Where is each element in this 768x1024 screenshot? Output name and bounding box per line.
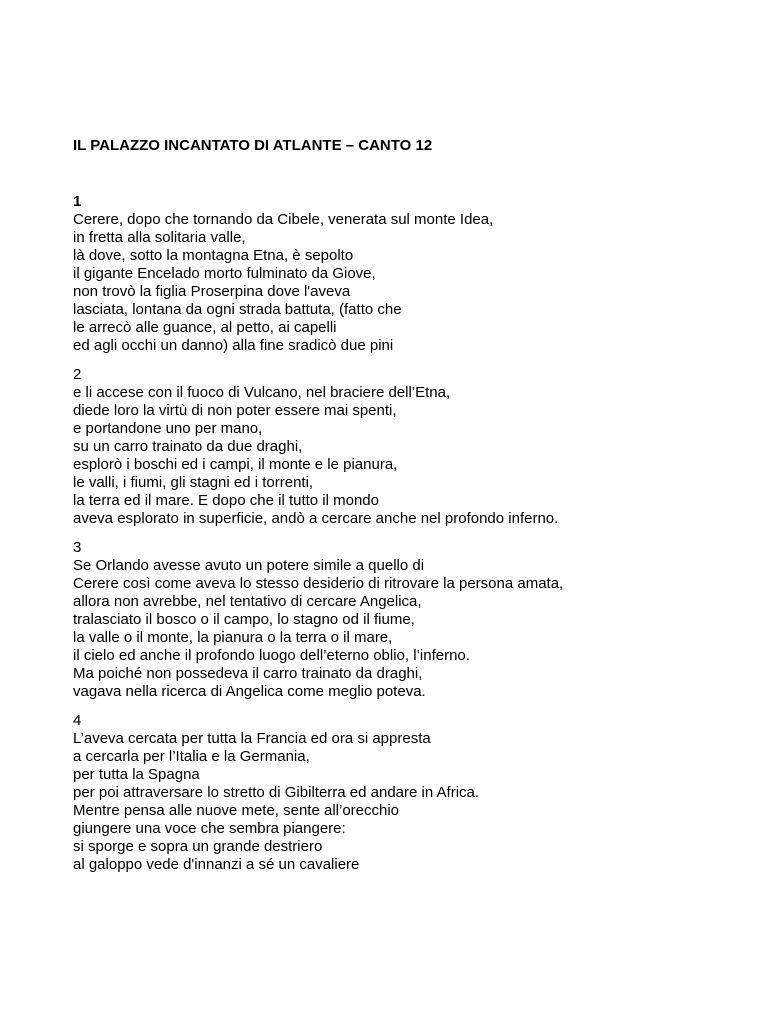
verse-line: aveva esplorato in superficie, andò a cercare anche nel profondo inferno. (73, 510, 559, 527)
verse-line: per poi attraversare lo stretto di Gibilterra ed andare in Africa. (73, 784, 480, 801)
verse-line: a cercarla per l’Italia e la Germania, (73, 748, 310, 765)
verse-line: le valli, i fiumi, gli stagni ed i torrenti, (73, 474, 314, 491)
verse-line: giungere una voce che sembra piangere: (73, 820, 346, 837)
verse-line: esplorò i boschi ed i campi, il monte e le pianura, (73, 456, 398, 473)
verse-line: in fretta alla solitaria valle, (73, 229, 246, 246)
stanza-1 (73, 193, 493, 355)
stanza-4 (73, 712, 479, 874)
verse-line: tralasciato il bosco o il campo, lo stagno od il fiume, (73, 611, 415, 628)
verse-line: e portandone uno per mano, (73, 420, 263, 437)
verse-line: L’aveva cercata per tutta la Francia ed ora si appresta (73, 730, 431, 747)
verse-line: su un carro trainato da due draghi, (73, 438, 303, 455)
verse-line: al galoppo vede d'innanzi a sé un cavaliere (73, 856, 360, 873)
verse-line: Se Orlando avesse avuto un potere simile a quello di (73, 557, 425, 574)
verse-line: Ma poiché non possedeva il carro trainato da draghi, (73, 665, 423, 682)
verse-line: allora non avrebbe, nel tentativo di cercare Angelica, (73, 593, 422, 610)
verse-line: si sporge e sopra un grande destriero (73, 838, 323, 855)
stanza-number: 2 (73, 366, 82, 383)
verse-line: Cerere così come aveva lo stesso desiderio di ritrovare la persona amata, (73, 575, 564, 592)
stanza-2 (73, 366, 558, 528)
verse-line: le arrecò alle guance, al petto, ai capelli (73, 319, 337, 336)
document-title: IL PALAZZO INCANTATO DI ATLANTE – CANTO 12 (73, 137, 433, 154)
stanza-number: 1 (73, 193, 82, 210)
verse-line: diede loro la virtù di non poter essere mai spenti, (73, 402, 397, 419)
verse-line: ed agli occhi un danno) alla fine sradicò due pini (73, 337, 394, 354)
verse-line: il cielo ed anche il profondo luogo dell’eterno oblio, l’inferno. (73, 647, 470, 664)
stanza-number: 4 (73, 712, 82, 729)
verse-line: la terra ed il mare. E dopo che il tutto il mondo (73, 492, 379, 509)
verse-line: là dove, sotto la montagna Etna, è sepolto (73, 247, 354, 264)
verse-line: lasciata, lontana da ogni strada battuta, (fatto che (73, 301, 402, 318)
stanza-3 (73, 539, 563, 701)
verse-line: e li accese con il fuoco di Vulcano, nel braciere dell’Etna, (73, 384, 451, 401)
verse-line: vagava nella ricerca di Angelica come meglio poteva. (73, 683, 426, 700)
stanza-number: 3 (73, 539, 82, 556)
verse-line: la valle o il monte, la pianura o la terra o il mare, (73, 629, 393, 646)
verse-line: Cerere, dopo che tornando da Cibele, venerata sul monte Idea, (73, 211, 494, 228)
verse-line: Mentre pensa alle nuove mete, sente all’orecchio (73, 802, 400, 819)
verse-line: non trovò la figlia Proserpina dove l'aveva (73, 283, 351, 300)
verse-line: per tutta la Spagna (73, 766, 200, 783)
verse-line: il gigante Encelado morto fulminato da Giove, (73, 265, 376, 282)
